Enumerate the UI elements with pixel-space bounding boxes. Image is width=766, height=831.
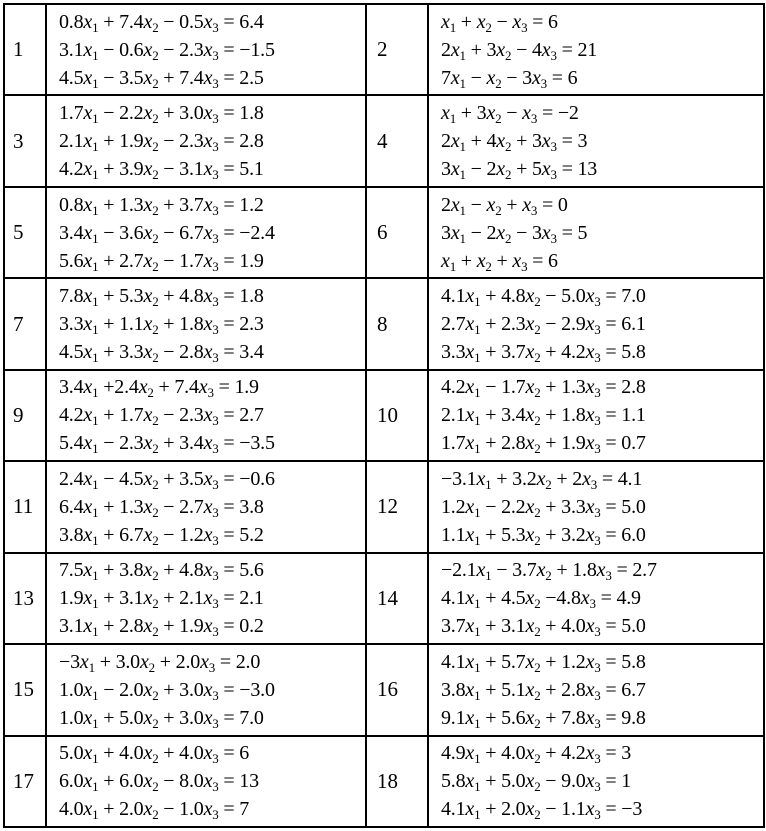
table-row: [4, 736, 764, 828]
table-row: [4, 4, 764, 95]
system-number: 11: [4, 461, 46, 552]
system-number: 6: [366, 187, 428, 278]
equation: $1.9x_1 + 3.1x_2 + 2.1x_3 = 2.1$: [59, 587, 264, 612]
system-number: 14: [366, 553, 428, 644]
equation: $4.2x_1 - 1.7x_2 + 1.3x_3 = 2.8$: [441, 376, 646, 401]
system-number: 4: [366, 95, 428, 186]
equation: $7x_1 - x_2 - 3x_3 = 6$: [441, 66, 578, 91]
table-row: [4, 644, 764, 735]
equation: $3x_1 - 2x_2 - 3x_3 = 5$: [441, 221, 588, 246]
equation-system: [46, 370, 366, 461]
equation-system: [428, 4, 764, 95]
system-number: 17: [4, 736, 46, 828]
equation: $0.8x_1 + 1.3x_2 + 3.7x_3 = 1.2$: [59, 193, 264, 218]
table-row: [4, 95, 764, 186]
equation-system: [428, 736, 764, 828]
table-body: [4, 4, 764, 827]
equation: $5.4x_1 - 2.3x_2 + 3.4x_3 = -3.5$: [59, 432, 275, 457]
equation-system: [428, 644, 764, 735]
equation: $0.8x_1 + 7.4x_2 - 0.5x_3 = 6.4$: [59, 10, 264, 35]
equation-system: [46, 187, 366, 278]
equation-system: [428, 95, 764, 186]
equation: $3.3x_1 + 3.7x_2 + 4.2x_3 = 5.8$: [441, 341, 646, 366]
equation: $1.0x_1 - 2.0x_2 + 3.0x_3 = -3.0$: [59, 678, 275, 703]
equation: $3.1x_1 - 0.6x_2 - 2.3x_3 = -1.5$: [59, 38, 275, 63]
equation: $2.1x_1 + 1.9x_2 - 2.3x_3 = 2.8$: [59, 130, 264, 155]
equation-system: [46, 736, 366, 828]
system-number: 7: [4, 278, 46, 369]
system-number: 3: [4, 95, 46, 186]
equation-systems-table: [3, 3, 765, 828]
equation: $3.7x_1 + 3.1x_2 + 4.0x_3 = 5.0$: [441, 615, 646, 640]
equation: $7.8x_1 + 5.3x_2 + 4.8x_3 = 1.8$: [59, 285, 264, 310]
system-number: 2: [366, 4, 428, 95]
equation-system: [46, 4, 366, 95]
system-number: 16: [366, 644, 428, 735]
equation: $4.9x_1 + 4.0x_2 + 4.2x_3 = 3$: [441, 742, 632, 767]
equation: $5.0x_1 + 4.0x_2 + 4.0x_3 = 6$: [59, 742, 250, 767]
table-row: [4, 553, 764, 644]
equation: $3x_1 - 2x_2 + 5x_3 = 13$: [441, 158, 598, 183]
equation-system: [46, 644, 366, 735]
equation-system: [46, 553, 366, 644]
system-number: 18: [366, 736, 428, 828]
equation: $5.6x_1 + 2.7x_2 - 1.7x_3 = 1.9$: [59, 249, 264, 274]
equation: $3.8x_1 + 6.7x_2 - 1.2x_3 = 5.2$: [59, 523, 264, 548]
equation: $3.4x_1 +2.4x_2 + 7.4x_3 = 1.9$: [59, 376, 259, 401]
table-row: [4, 278, 764, 369]
equation: $7.5x_1 + 3.8x_2 + 4.8x_3 = 5.6$: [59, 559, 264, 584]
equation-system: [46, 461, 366, 552]
equation: $2x_1 + 3x_2 - 4x_3 = 21$: [441, 38, 598, 63]
system-number: 13: [4, 553, 46, 644]
equation-system: [428, 187, 764, 278]
equation-system: [46, 278, 366, 369]
equation: $1.0x_1 + 5.0x_2 + 3.0x_3 = 7.0$: [59, 706, 264, 731]
equation: $4.1x_1 + 2.0x_2 - 1.1x_3 = -3$: [441, 798, 643, 823]
equation: $2x_1 + 4x_2 + 3x_3 = 3$: [441, 130, 588, 155]
equation: $x_1 + 3x_2 - x_3 = -2$: [441, 102, 579, 127]
equation: $3.3x_1 + 1.1x_2 + 1.8x_3 = 2.3$: [59, 313, 264, 338]
system-number: 1: [4, 4, 46, 95]
equation: $1.1x_1 + 5.3x_2 + 3.2x_3 = 6.0$: [441, 523, 646, 548]
equation-system: [428, 278, 764, 369]
equation: $-3.1x_1 + 3.2x_2 + 2x_3 = 4.1$: [441, 467, 643, 492]
equation: $1.7x_1 - 2.2x_2 + 3.0x_3 = 1.8$: [59, 102, 264, 127]
equation: $3.8x_1 + 5.1x_2 + 2.8x_3 = 6.7$: [441, 678, 646, 703]
equation: $4.1x_1 + 5.7x_2 + 1.2x_3 = 5.8$: [441, 650, 646, 675]
equation: $-3x_1 + 3.0x_2 + 2.0x_3 = 2.0$: [59, 650, 261, 675]
table-row: [4, 370, 764, 461]
equation: $4.5x_1 - 3.5x_2 + 7.4x_3 = 2.5$: [59, 66, 264, 91]
table-row: [4, 461, 764, 552]
equation: $6.4x_1 + 1.3x_2 - 2.7x_3 = 3.8$: [59, 495, 264, 520]
equation: $1.2x_1 - 2.2x_2 + 3.3x_3 = 5.0$: [441, 495, 646, 520]
equation: $4.5x_1 + 3.3x_2 - 2.8x_3 = 3.4$: [59, 341, 264, 366]
equation: $6.0x_1 + 6.0x_2 - 8.0x_3 = 13$: [59, 770, 259, 795]
equation: $2.7x_1 + 2.3x_2 - 2.9x_3 = 6.1$: [441, 313, 646, 338]
equation-system: [428, 461, 764, 552]
equation-system: [428, 370, 764, 461]
equation: $4.0x_1 + 2.0x_2 - 1.0x_3 = 7$: [59, 798, 250, 823]
system-number: 5: [4, 187, 46, 278]
equation: $5.8x_1 + 5.0x_2 - 9.0x_3 = 1$: [441, 770, 632, 795]
system-number: 15: [4, 644, 46, 735]
equation: $4.1x_1 + 4.8x_2 - 5.0x_3 = 7.0$: [441, 285, 646, 310]
table-row: [4, 187, 764, 278]
equation-system: [428, 553, 764, 644]
equation: $4.1x_1 + 4.5x_2 -4.8x_3 = 4.9$: [441, 587, 641, 612]
equation: $2.4x_1 - 4.5x_2 + 3.5x_3 = -0.6$: [59, 467, 275, 492]
equation: $4.2x_1 + 1.7x_2 - 2.3x_3 = 2.7$: [59, 404, 264, 429]
equation: $3.1x_1 + 2.8x_2 + 1.9x_3 = 0.2$: [59, 615, 264, 640]
system-number: 12: [366, 461, 428, 552]
equation: $-2.1x_1 - 3.7x_2 + 1.8x_3 = 2.7$: [441, 559, 657, 584]
equation: $3.4x_1 - 3.6x_2 - 6.7x_3 = -2.4$: [59, 221, 275, 246]
equation: $1.7x_1 + 2.8x_2 + 1.9x_3 = 0.7$: [441, 432, 646, 457]
equation: $x_1 + x_2 + x_3 = 6$: [441, 249, 558, 274]
system-number: 9: [4, 370, 46, 461]
equation: $2.1x_1 + 3.4x_2 + 1.8x_3 = 1.1$: [441, 404, 646, 429]
system-number: 8: [366, 278, 428, 369]
system-number: 10: [366, 370, 428, 461]
equation: $2x_1 - x_2 + x_3 = 0$: [441, 193, 568, 218]
equation: $x_1 + x_2 - x_3 = 6$: [441, 10, 558, 35]
equation: $9.1x_1 + 5.6x_2 + 7.8x_3 = 9.8$: [441, 706, 646, 731]
equation-system: [46, 95, 366, 186]
equation: $4.2x_1 + 3.9x_2 - 3.1x_3 = 5.1$: [59, 158, 264, 183]
